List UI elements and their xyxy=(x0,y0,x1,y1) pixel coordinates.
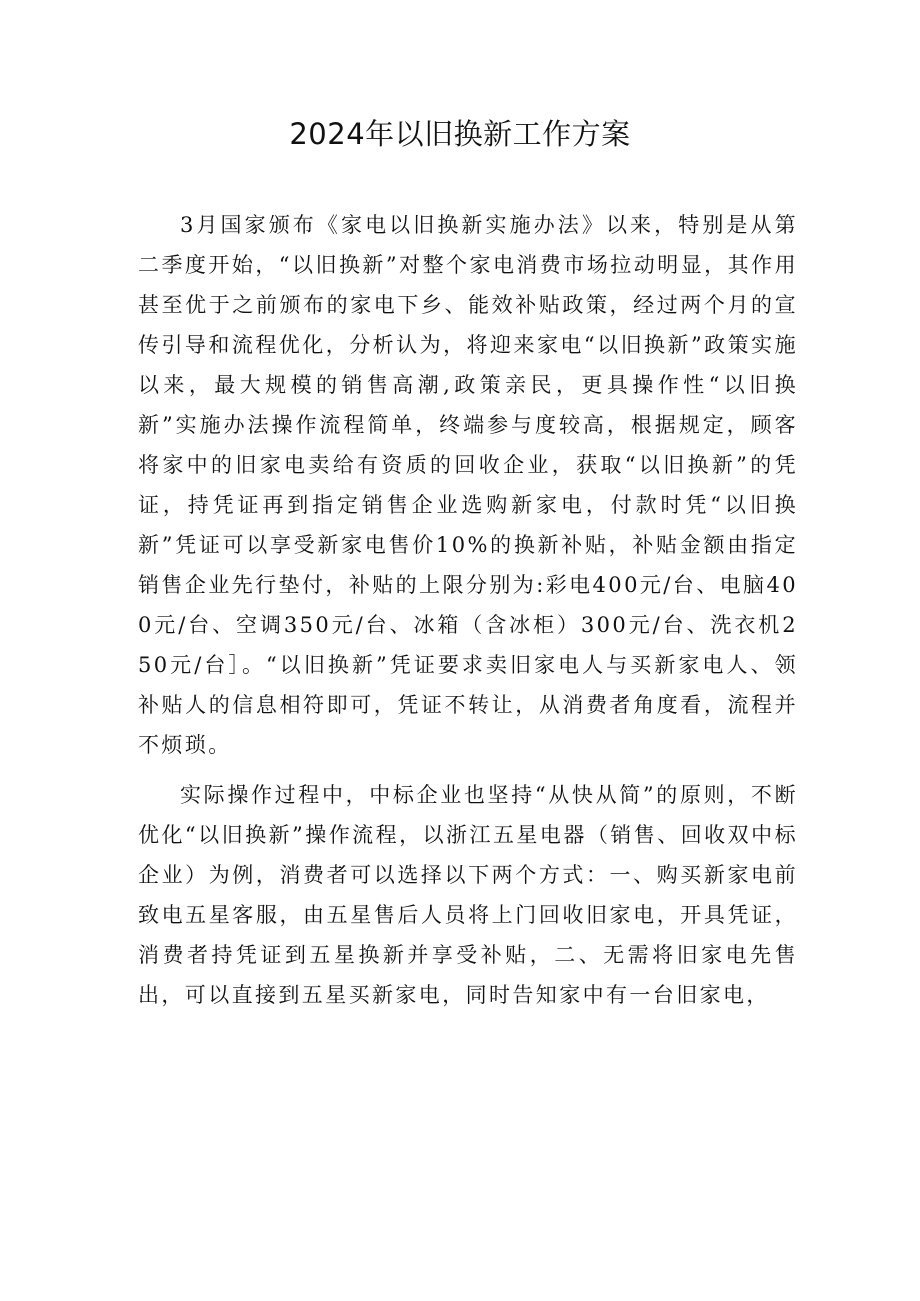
paragraph-1: 3月国家颁布《家电以旧换新实施办法》以来，特别是从第二季度开始，“以旧换新”对整个家电消费市场拉动明显，其作用甚至优于之前颁布的家电下乡、能效补贴政策，经过两个月的宣传引导和流程优化，分析认为，将迎来家电“以旧换新”政策实施以来，最大规模的销售高潮,政策亲民，更具操作性“以旧换新”实施办法操作流程简单，终端参与度较高，根据规定，顾客将家中的旧家电卖给有资质的回收企业，获取“以旧换新”的凭证，持凭证再到指定销售企业选购新家电，付款时凭“以旧换新”凭证可以享受新家电售价10%的换新补贴，补贴金额由指定销售企业先行垫付，补贴的上限分别为:彩电400元/台、电脑400元/台、空调350元/台、冰箱（含冰柜）300元/台、洗衣机250元/台］。“以旧换新”凭证要求卖旧家电人与买新家电人、领补贴人的信息相符即可，凭证不转让，从消费者角度看，流程并不烦琐。 xyxy=(138,213,798,757)
document-title: 2024年以旧换新工作方案 xyxy=(289,117,631,151)
document-body xyxy=(138,205,798,1015)
paragraph-2: 实际操作过程中，中标企业也坚持“从快从简”的原则，不断优化“以旧换新”操作流程，以浙江五星电器（销售、回收双中标企业）为例，消费者可以选择以下两个方式：一、购买新家电前致电五星客服，由五星售后人员将上门回收旧家电，开具凭证，消费者持凭证到五星换新并享受补贴，二、无需将旧家电先售出，可以直接到五星买新家电，同时告知家中有一台旧家电， xyxy=(138,783,798,1007)
